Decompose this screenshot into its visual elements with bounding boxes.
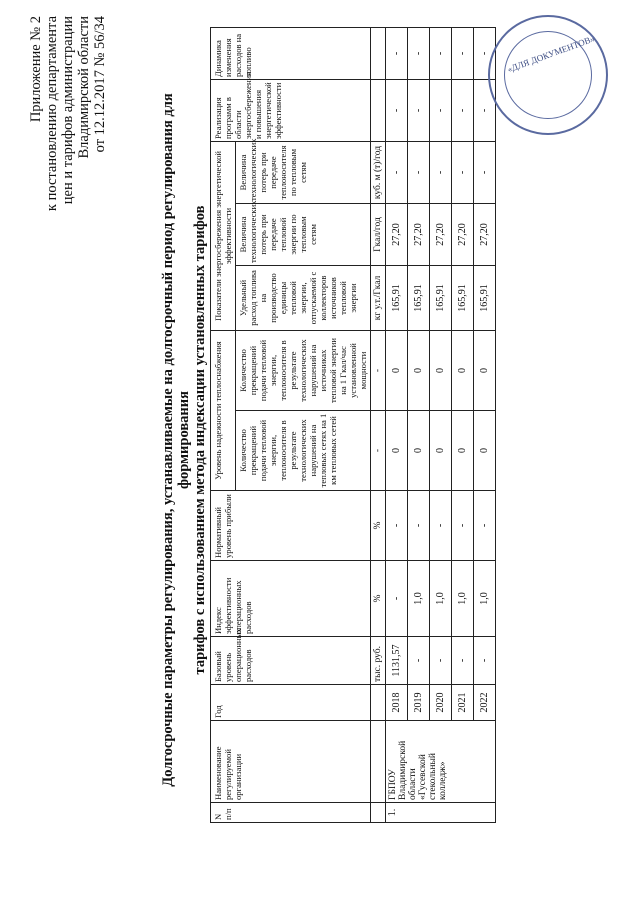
- appendix-line: Владимирской области: [76, 16, 92, 159]
- header-profit-level: Нормативный уровень прибыли: [211, 491, 371, 561]
- cell-en2: 27,20: [452, 204, 474, 266]
- cell-rel2: 0: [430, 331, 452, 411]
- appendix-line: цен и тарифов администрации: [60, 16, 76, 205]
- cell-rel2: 0: [408, 331, 430, 411]
- header-reliability-networks: Количество прекращений подачи тепловой энергии, теплоносителя в результате технологических нарушений на тепловых сетях на 1 км тепловых сетей: [236, 411, 371, 491]
- appendix-line: Приложение № 2: [28, 16, 44, 123]
- header-reliability: Уровень надежности теплоснабжения: [211, 331, 236, 491]
- header-year: Год: [211, 685, 371, 721]
- cell-en3: -: [430, 142, 452, 204]
- cell-index: 1,0: [408, 561, 430, 637]
- cell-program: -: [474, 80, 496, 142]
- cell-rel2: 0: [386, 331, 408, 411]
- cell-index: -: [386, 561, 408, 637]
- cell-en2: 27,20: [386, 204, 408, 266]
- cell-year: 2021: [452, 685, 474, 721]
- cell-rel2: 0: [474, 331, 496, 411]
- cell-index: 1,0: [452, 561, 474, 637]
- unit-cell: кг у.т./Гкал: [371, 266, 386, 331]
- unit-cell: тыс. руб.: [371, 637, 386, 685]
- cell-rel1: 0: [408, 411, 430, 491]
- cell-index: 1,0: [430, 561, 452, 637]
- units-row: [371, 28, 386, 823]
- stamp-text: «ДЛЯ ДОКУМЕНТОВ»: [505, 33, 597, 75]
- cell-dynamics: -: [386, 28, 408, 80]
- row-number: 1.: [386, 803, 496, 823]
- cell-profit: -: [474, 491, 496, 561]
- cell-dynamics: -: [408, 28, 430, 80]
- cell-rel1: 0: [386, 411, 408, 491]
- cell-year: 2019: [408, 685, 430, 721]
- cell-en1: 165,91: [474, 266, 496, 331]
- cell-dynamics: -: [452, 28, 474, 80]
- organization-name: ГБПОУ Владимирской области «Гусевской стекольный колледж»: [386, 721, 496, 803]
- cell-en1: 165,91: [386, 266, 408, 331]
- cell-program: -: [408, 80, 430, 142]
- title-line: Долгосрочные параметры регулирования, устанавливаемые на долгосрочный период регулирования для формирования: [160, 93, 192, 787]
- unit-cell: -: [371, 331, 386, 411]
- cell-profit: -: [408, 491, 430, 561]
- unit-cell: -: [371, 411, 386, 491]
- unit-cell: Гкал/год: [371, 204, 386, 266]
- cell-dynamics: -: [474, 28, 496, 80]
- cell-base: 1131,57: [386, 637, 408, 685]
- cell-program: -: [430, 80, 452, 142]
- cell-profit: -: [430, 491, 452, 561]
- cell-profit: -: [386, 491, 408, 561]
- table-row: [452, 28, 474, 823]
- unit-cell: %: [371, 561, 386, 637]
- header-program: Реализация программ в области энергосбережения и повышения энергетической эффективности: [211, 80, 371, 142]
- cell-rel2: 0: [452, 331, 474, 411]
- header-base-opex: Базовый уровень операционных расходов: [211, 637, 371, 685]
- unit-cell: куб. м (т)/год: [371, 142, 386, 204]
- cell-en1: 165,91: [408, 266, 430, 331]
- cell-index: 1,0: [474, 561, 496, 637]
- cell-en3: -: [386, 142, 408, 204]
- header-energy-saving: Показатели энергосбережения энергетической эффективности: [211, 142, 236, 331]
- cell-year: 2018: [386, 685, 408, 721]
- cell-dynamics: -: [430, 28, 452, 80]
- cell-rel1: 0: [474, 411, 496, 491]
- official-stamp: [488, 15, 608, 135]
- header-fuel-dynamics: Динамика изменения расходов на топливо: [211, 28, 371, 80]
- header-fuel-consumption: Удельный расход топлива на производство единицы тепловой энергии, отпускаемой с коллекторов источников тепловой энергии: [236, 266, 371, 331]
- appendix-block: [28, 16, 108, 211]
- cell-base: -: [408, 637, 430, 685]
- cell-en3: -: [408, 142, 430, 204]
- table-row: [430, 28, 452, 823]
- header-efficiency-index: Индекс эффективности операционных расходов: [211, 561, 371, 637]
- header-carrier-losses: Величина технологических потерь при передаче теплоносителя по тепловым сетям: [236, 142, 371, 204]
- parameters-table: [210, 27, 496, 823]
- cell-program: -: [452, 80, 474, 142]
- cell-base: -: [452, 637, 474, 685]
- header-organization: Наименование регулируемой организации: [211, 721, 371, 803]
- header-num: N п/п: [211, 803, 371, 823]
- cell-rel1: 0: [430, 411, 452, 491]
- header-heat-losses: Величина технологических потерь при передаче тепловой энергии по тепловым сетям: [236, 204, 371, 266]
- title-line: тарифов с использованием метода индексации установленных тарифов: [192, 205, 208, 675]
- cell-program: -: [386, 80, 408, 142]
- header-reliability-sources: Количество прекращений подачи тепловой энергии, теплоносителя в результате технологических нарушений на источниках тепловой энергии на 1 Гкал/час установленной мощности: [236, 331, 371, 411]
- cell-profit: -: [452, 491, 474, 561]
- cell-en2: 27,20: [474, 204, 496, 266]
- cell-base: -: [474, 637, 496, 685]
- cell-en2: 27,20: [430, 204, 452, 266]
- appendix-line: к постановлению департамента: [44, 16, 60, 212]
- document-title: [160, 60, 208, 820]
- cell-year: 2020: [430, 685, 452, 721]
- appendix-line: от 12.12.2017 № 56/34: [92, 16, 108, 153]
- cell-en1: 165,91: [430, 266, 452, 331]
- cell-en2: 27,20: [408, 204, 430, 266]
- cell-en3: -: [474, 142, 496, 204]
- table-row: [408, 28, 430, 823]
- cell-rel1: 0: [452, 411, 474, 491]
- unit-cell: %: [371, 491, 386, 561]
- cell-en3: -: [452, 142, 474, 204]
- cell-year: 2022: [474, 685, 496, 721]
- table-row: [474, 28, 496, 823]
- table-row: [386, 28, 408, 823]
- cell-base: -: [430, 637, 452, 685]
- cell-en1: 165,91: [452, 266, 474, 331]
